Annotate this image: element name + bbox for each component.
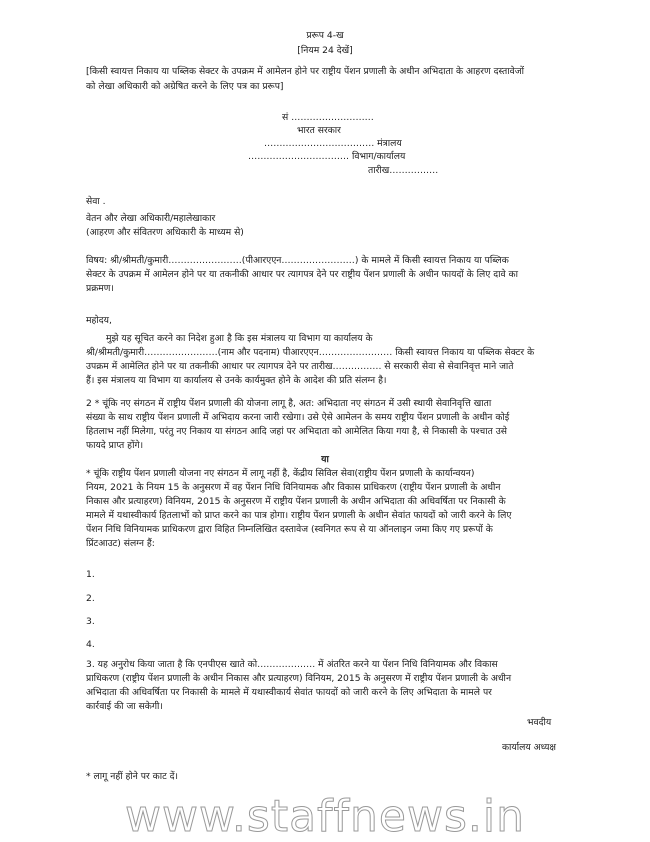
para3-line: मामले में यथास्वीकार्य हितलाभों को प्राप्त करने का पात्र होगा। राष्ट्रीय पेंशन प्रणाली के अधीन सेवांत फायदों को जारी करने के लिए	[86, 510, 512, 521]
addressee-to: सेवा .	[86, 196, 106, 207]
footnote: * लागू नहीं होने पर काट दें।	[86, 771, 179, 782]
para3-line: * चूंकि राष्ट्रीय पेंशन प्रणाली योजना नए संगठन में लागू नहीं है, केंद्रीय सिविल सेवा(राष्ट्रीय पेंशन प्रणाली के कार्यान्वयन)	[86, 468, 475, 479]
para1-line: उपक्रम में आमेलित होने पर या तकनीकी आधार पर त्यागपत्र देने पर तारीख……………. से सरकारी सेवा से सेवानिवृत्त माने जाते	[86, 361, 514, 372]
para3-line: पेंशन निधि विनियामक प्राधिकरण द्वारा विहित निम्नलिखित दस्तावेज (स्वनिगत रूप से या ऑनलाइन जमा किए गए प्ररूपों के	[86, 524, 493, 535]
form-subject-line-2: को लेखा अधिकारी को अग्रेषित करने के लिए पत्र का प्ररूप]	[86, 81, 284, 92]
para1-line: श्री/श्रीमती/कुमारी……………………(नाम और पदनाम) पीआरएएन…………………… किसी स्वायत्त निकाय या पब्लिक सेक्टर के	[86, 347, 535, 358]
para4-line: अभिदाता की अधिवर्षिता पर निकासी के मामले में यथास्वीकार्य सेवांत फायदों को जारी करने के लिए अभिदाता के मामले पर	[86, 687, 492, 698]
date-line: तारीख…………….	[368, 165, 439, 176]
list-item: 3.	[86, 616, 95, 627]
para4-line: 3. यह अनुरोध किया जाता है कि एनपीएस खाते को………………. में अंतरित करने या पेंशन निधि विनियामक और विकास	[86, 659, 498, 670]
closing-designation: कार्यालय अध्यक्ष	[502, 742, 557, 753]
para2-line: संख्या के साथ राष्ट्रीय पेंशन प्रणाली में अभिदाय करना जारी रखेगा। उसे ऐसे आमेलन के समय राष्ट्रीय पेंशन प्रणाली के अधीन कोई	[86, 412, 510, 423]
ministry-line: ……………………………… मंत्रालय	[264, 138, 402, 149]
subject-line-3: प्रक्रमण।	[86, 283, 114, 294]
para1-line: हैं। इस मंत्रालय या विभाग या कार्यालय से उनके कार्यमुक्त होने के आदेश की प्रति संलग्न है।	[86, 375, 387, 386]
government-name: भारत सरकार	[297, 125, 341, 136]
closing-yours: भवदीय	[527, 717, 552, 728]
subject-line-1: विषय: श्री/श्रीमती/कुमारी……………………(पीआरएएन……………………) के मामले में किसी स्वायत्त निकाय या पब्लिक	[86, 255, 509, 266]
para3-line: नियम, 2021 के नियम 15 के अनुसरण में वह पेंशन निधि विनियामक और विकास प्राधिकरण (राष्ट्रीय पेंशन प्रणाली के अधीन	[86, 482, 501, 493]
watermark: www.staffnews.in	[125, 791, 525, 842]
addressee-officer: वेतन और लेखा अधिकारी/महालेखाकार	[86, 213, 216, 224]
para2-line: 2 * चूंकि नए संगठन में राष्ट्रीय पेंशन प्रणाली की योजना लागू है, अत: अभिदाता नए संगठन में उसी स्थायी सेवानिवृत्ति खाता	[86, 398, 492, 409]
para4-line: कार्रवाई की जा सकेगी।	[86, 701, 163, 712]
para1-line: मुझे यह सूचित करने का निदेश हुआ है कि इस मंत्रालय या विभाग या कार्यालय के	[106, 333, 373, 344]
list-item: 2.	[86, 593, 95, 604]
salutation: महोदय,	[86, 315, 112, 326]
form-subject-line-1: [किसी स्वायत्त निकाय या पब्लिक सेक्टर के उपक्रम में आमेलन होने पर राष्ट्रीय पेंशन प्रणाली के अधीन अभिदाता के आहरण दस्तावेजों	[86, 66, 524, 77]
form-number: प्ररूप 4-ख	[306, 30, 344, 41]
para4-line: प्राधिकरण (राष्ट्रीय पेंशन प्रणाली के अधीन निकास और प्रत्याहरण) विनियम, 2015 के अनुसरण में राष्ट्रीय पेंशन प्रणाली के अधीन	[86, 673, 512, 684]
list-item: 4.	[86, 639, 95, 650]
addressee-through: (आहरण और संवितरण अधिकारी के माध्यम से)	[86, 227, 244, 238]
rule-reference: [नियम 24 देखें]	[297, 45, 353, 56]
para2-line: हितलाभ नहीं मिलेगा, परंतु नए निकाय या संगठन आदि जहां पर अभिदाता को आमेलित किया गया है, से निकासी के पश्चात उसे	[86, 426, 507, 437]
letter-number: सं ………………………	[282, 112, 374, 123]
para3-line: प्रिंटआउट) संलग्न हैं:	[86, 538, 155, 549]
subject-line-2: सेक्टर के उपक्रम में आमेलन होने पर या तकनीकी आधार पर त्यागपत्र देने पर राष्ट्रीय पेंशन प्रणाली के अधीन फायदों के लिए दावे का	[86, 269, 518, 280]
para3-line: निकास और प्रत्याहरण) विनियम, 2015 के अनुसरण में राष्ट्रीय पेंशन प्रणाली के अधीन अभिदाता की अधिवर्षिता पर निकासी के	[86, 496, 506, 507]
department-line: …………………………… विभाग/कार्यालय	[248, 151, 406, 162]
list-item: 1.	[86, 569, 95, 580]
or-separator: या	[321, 454, 329, 465]
para2-line: फायदे प्राप्त होंगे।	[86, 440, 144, 451]
